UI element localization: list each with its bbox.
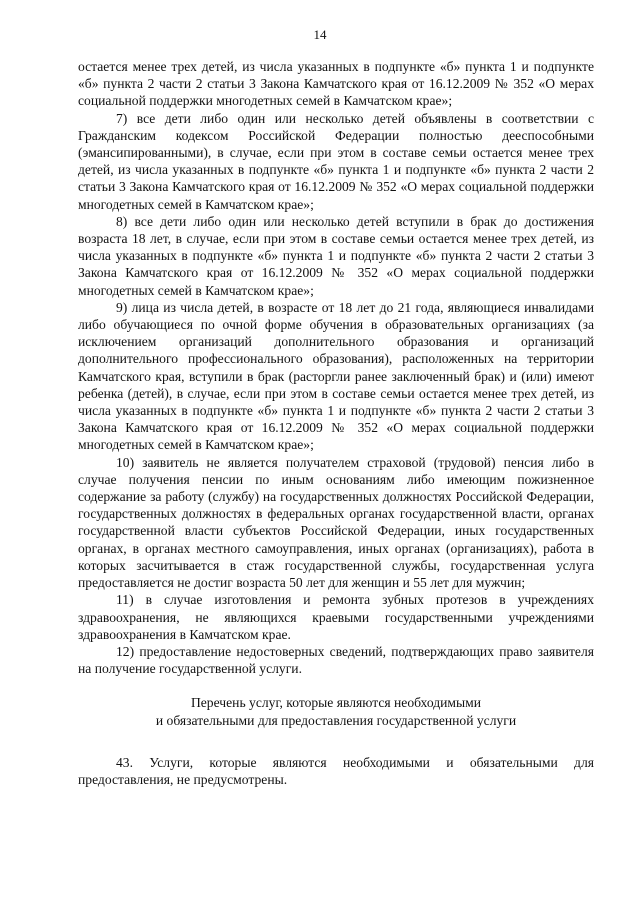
paragraph-item-7: 7) все дети либо один или несколько детей объявлены в соответствии с Гражданским кодексом Российской Федерации полностью дееспособными (эмансипированными), в случае, если при этом в составе семьи остается менее трех детей, из числа указанных в подпункте «б» пункта 1 и подпункте «б» пункта 2 части 2 статьи 3 Закона Камчатского края от 16.12.2009 № 352 «О мерах социальной поддержки многодетных семей в Камчатском крае»; — [78, 110, 594, 212]
paragraph-item-43: 43. Услуги, которые являются необходимыми и обязательными для предоставления, не предусмотрены. — [78, 754, 594, 787]
page-number: 14 — [313, 27, 327, 42]
paragraph-item-11: 11) в случае изготовления и ремонта зубных протезов в учреждениях здравоохранения, не являющихся краевыми государственными учреждениями здравоохранения в Камчатском крае. — [78, 592, 594, 642]
paragraph-item-12: 12) предоставление недостоверных сведений, подтверждающих право заявителя на получение государственной услуги. — [78, 643, 594, 677]
paragraph-item-8: 8) все дети либо один или несколько детей вступили в брак до достижения возраста 18 лет, в случае, если при этом в составе семьи остается менее трех детей, из числа указанных в подпункте «б» пункта 1 и подпункте «б» пункта 2 части 2 статьи 3 Закона Камчатского края от 16.12.2009 № 352 «О мерах социальной поддержки многодетных семей в Камчатском крае»; — [78, 213, 594, 298]
section-heading — [78, 694, 594, 728]
section-heading-line-2: и обязательными для предоставления государственной услуги — [155, 712, 517, 728]
paragraph-continuation: остается менее трех детей, из числа указанных в подпункте «б» пункта 1 и подпункте «б» пункта 2 части 2 статьи 3 Закона Камчатского края от 16.12.2009 № 352 «О мерах социальной поддержки многодетных семей в Камчатском крае»; — [78, 59, 594, 109]
document-body — [78, 58, 594, 788]
section-heading-line-1: Перечень услуг, которые являются необходимыми — [190, 695, 482, 711]
paragraph-item-9: 9) лица из числа детей, в возрасте от 18 лет до 21 года, являющиеся инвалидами либо обучающиеся по очной форме обучения в образовательных организациях (за исключением организаций дополнительного образования и организаций дополнительного профессионального образования), расположенных на территории Камчатского края, вступили в брак (расторгли ранее заключенный брак) и (или) имеют ребенка (детей), в случае, если при этом в составе семьи остается менее трех детей, из числа указанных в подпункте «б» пункта 1 и подпункте «б» пункта 2 части 2 статьи 3 Закона Камчатского края от 16.12.2009 № 352 «О мерах социальной поддержки многодетных семей в Камчатском крае»; — [78, 299, 594, 453]
paragraph-item-10: 10) заявитель не является получателем страховой (трудовой) пенсия либо в случае получения пенсии по иным основаниям либо имеющим пожизненное содержание за работу (службу) на государственных должностях Российской Федерации, государственных должностях в федеральных органах государственной власти, органах государственной власти субъектов Российской Федерации, иных государственных органах, в органах местного самоуправления, иных органах (организациях), работа в которых засчитывается в стаж государственной службы, государственная услуга предоставляется не достиг возраста 50 лет для женщин и 55 лет для мужчин; — [78, 454, 594, 591]
